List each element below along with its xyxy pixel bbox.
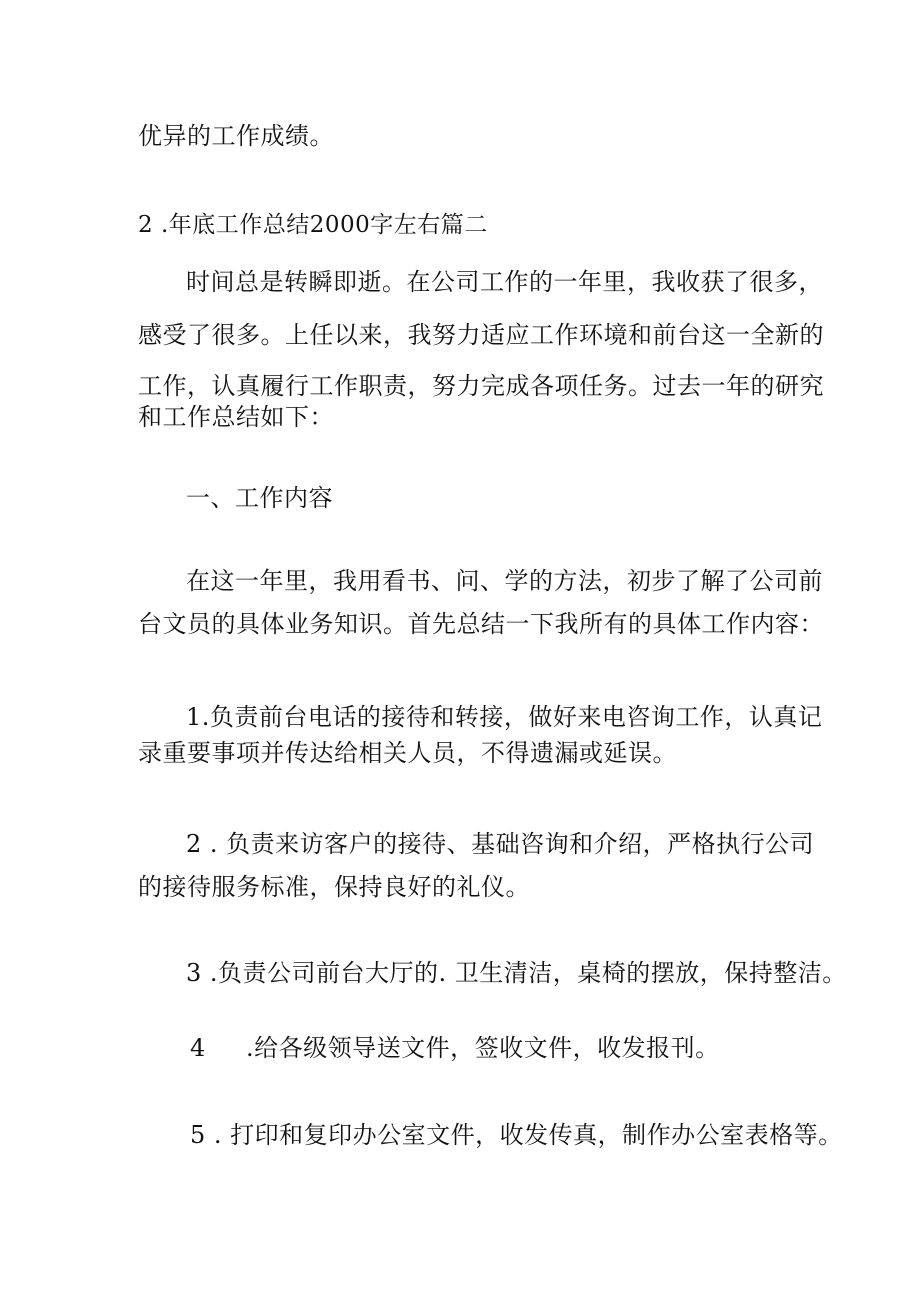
paragraph1-line-2: 感受了很多。上任以来，我努力适应工作环境和前台这一全新的 — [138, 321, 824, 349]
section-title: 一、工作内容 — [186, 484, 333, 512]
paragraph2-line-1: 在这一年里，我用看书、问、学的方法，初步了解了公司前 — [186, 567, 823, 595]
item4-number: 4 — [190, 1034, 206, 1062]
item1-line-1: 1.负责前台电话的接待和转接，做好来电咨询工作，认真记 — [186, 703, 823, 731]
section-heading: 2 .年底工作总结2000字左右篇二 — [138, 212, 488, 238]
item1-line-2: 录重要事项并传达给相关人员，不得遗漏或延误。 — [138, 739, 677, 767]
paragraph1-line-4: 和工作总结如下： — [138, 403, 334, 431]
item2-line-2: 的接待服务标准，保持良好的礼仪。 — [138, 873, 530, 901]
item4-text: .给各级领导送文件，签收文件，收发报刊。 — [246, 1034, 720, 1062]
item3-line: 3 .负责公司前台大厅的. 卫生清洁，桌椅的摆放，保持整洁。 — [186, 959, 847, 987]
item5-line: 5 . 打印和复印办公室文件，收发传真，制作办公室表格等。 — [190, 1121, 843, 1149]
item2-line-1: 2 . 负责来访客户的接待、基础咨询和介绍，严格执行公司 — [186, 830, 815, 858]
paragraph2-line-2: 台文员的具体业务知识。首先总结一下我所有的具体工作内容： — [138, 610, 824, 638]
paragraph1-line-3: 工作，认真履行工作职责，努力完成各项任务。过去一年的研究 — [138, 372, 824, 400]
paragraph1-line-1: 时间总是转瞬即逝。在公司工作的一年里，我收获了很多， — [186, 268, 823, 296]
intro-tail-line: 优异的工作成绩。 — [138, 122, 334, 150]
